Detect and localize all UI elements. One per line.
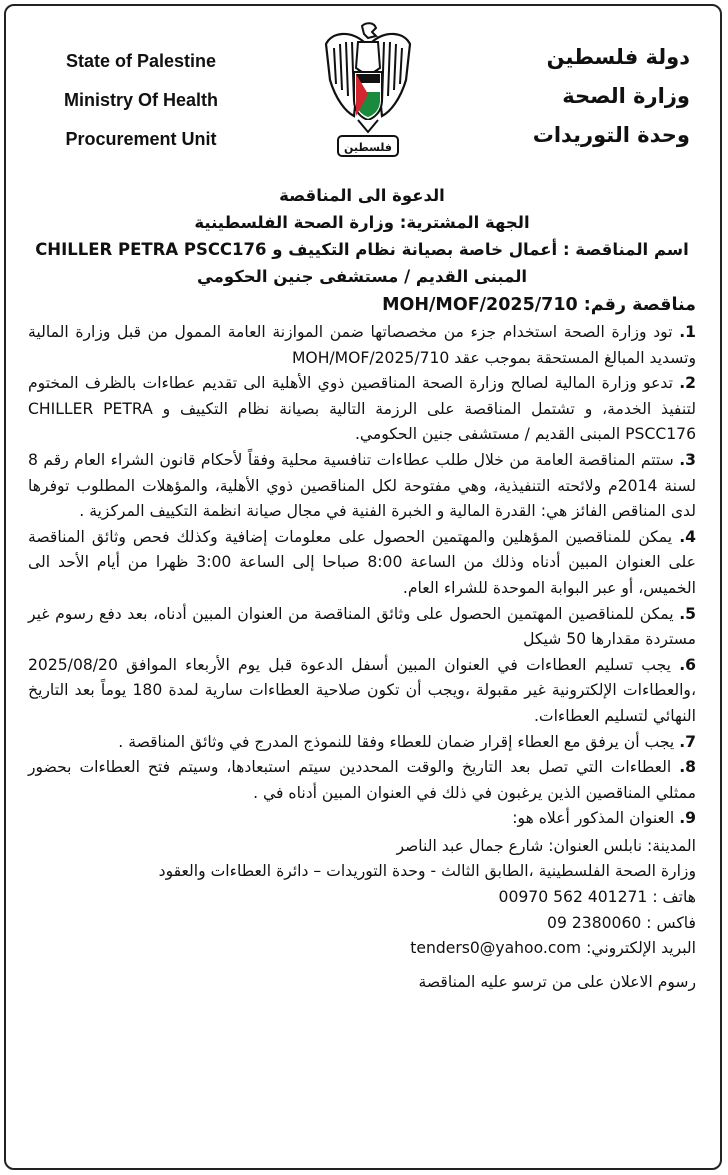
address-building-line: وزارة الصحة الفلسطينية ،الطابق الثالث - وحدة التوريدات – دائرة العطاءات والعقود: [158, 862, 696, 881]
phone-row: [28, 885, 696, 911]
list-item: [28, 755, 696, 806]
item-text: تود وزارة الصحة استخدام جزء من مخصصاتها ضمن الموازنة العامة الممول من قبل وزارة المالية وتسديد المبالغ المستحقة بموجب عقد MOH/MOF/2025/710: [28, 323, 696, 367]
arabic-header-line: وحدة التوريدات: [532, 123, 690, 147]
tender-number-row: [28, 290, 696, 320]
item-number: 3.: [679, 450, 696, 469]
arabic-header-line: دولة فلسطين: [546, 45, 690, 69]
arabic-header: [500, 38, 690, 155]
phone-label: هاتف :: [652, 888, 696, 907]
item-text: العنوان المذكور أعلاه هو:: [512, 809, 675, 828]
email-row: [28, 936, 696, 962]
item-text: يمكن للمناقصين المؤهلين والمهتمين الحصول على معلومات إضافية وكذلك فحص وثائق المناقصة على العنوان المبين أدناه وذلك من الساعة 8:00 صباحا إلى الساعة 3:00 ظهرا من أيام الأحد الى الخميس، أو عبر البوابة الموحدة للشراء العام.: [28, 527, 696, 597]
email-label: البريد الإلكتروني:: [586, 939, 696, 958]
item-number: 1.: [679, 323, 696, 341]
item-number: 5.: [679, 604, 696, 623]
email-address: tenders0@yahoo.com: [410, 939, 582, 958]
item-text: ستتم المناقصة العامة من خلال طلب عطاءات تنافسية محلية وفقاً لأحكام قانون الشراء العام رقم 8 لسنة 2014م ولائحته التنفيذية، وهي مفتوحة لكل المناقصين ذوي الأهلية، والمؤهلات المطلوب توفرها لدى المناقص الفائز هي: القدرة المالية و الخبرة الفنية في مجال صيانة انظمة التكييف المركزية .: [28, 450, 696, 521]
item-text: تدعو وزارة المالية لصالح وزارة الصحة المناقصين ذوي الأهلية الى تقديم عطاءات بالظرف المختوم لتنفيذ الخدمة، و تشتمل المناقصة على الرزمة التالية بصيانة نظام التكييف و CHILLER PETRA PSCC176 المبنى القديم / مستشفى جنين الحكومي.: [28, 374, 696, 444]
tender-number-label: مناقصة رقم:: [583, 295, 696, 315]
announcement-title: الدعوة الى المناقصة: [279, 186, 445, 205]
list-item: [28, 806, 696, 832]
list-item: [28, 320, 696, 371]
item-number: 6.: [679, 655, 696, 674]
english-header-line: State of Palestine: [65, 51, 217, 71]
buyer-line: الجهة المشترية: وزارة الصحة الفلسطينية: [194, 213, 530, 232]
footer-note: رسوم الاعلان على من ترسو عليه المناقصة: [418, 972, 696, 991]
english-header-line: Ministry Of Health: [63, 90, 219, 110]
arabic-header-line: وزارة الصحة: [562, 84, 690, 108]
address-city-line: المدينة: نابلس العنوان: شارع جمال عبد الناصر: [396, 836, 696, 855]
item-number: 7.: [679, 732, 696, 751]
list-item: [28, 730, 696, 756]
item-text: يجب أن يرفق مع العطاء إقرار ضمان للعطاء وفقا للنموذج المدرج في وثائق المناقصة .: [118, 732, 675, 751]
english-header-line: Procurement Unit: [65, 129, 217, 149]
announcement-body: [28, 182, 696, 995]
fax-row: [28, 911, 696, 937]
emblem-label: فلسطين: [344, 141, 392, 154]
item-text: يمكن للمناقصين المهتمين الحصول على وثائق المناقصة من العنوان المبين أدناه، بعد دفع رسوم غير مستردة مقدارها 50 شيكل: [28, 604, 696, 649]
list-item: [28, 602, 696, 653]
item-number: 9.: [679, 809, 696, 828]
english-header: [26, 42, 256, 159]
list-item: [28, 371, 696, 448]
announcement-frame: [4, 4, 722, 1170]
item-number: 2.: [679, 374, 696, 393]
fax-label: فاكس :: [646, 913, 696, 932]
list-item: [28, 653, 696, 730]
list-item: [28, 448, 696, 525]
palestine-eagle-emblem-icon: [320, 20, 416, 166]
phone-number: 00970 562 401271: [498, 888, 648, 907]
tender-number: MOH/MOF/2025/710: [382, 295, 578, 315]
item-number: 8.: [679, 758, 696, 777]
item-text: العطاءات التي تصل بعد التاريخ والوقت المحددين سيتم استبعادها، وسيتم فتح العطاءات بحضور ممثلي المناقصين الذين يرغبون في ذلك في العنوان المبين أدناه في .: [28, 758, 696, 802]
tender-name-line: اسم المناقصة : أعمال خاصة بصيانة نظام التكييف و CHILLER PETRA PSCC176: [35, 240, 689, 259]
tender-name-line: المبنى القديم / مستشفى جنين الحكومي: [196, 267, 528, 286]
item-number: 4.: [679, 527, 696, 546]
fax-number: 09 2380060: [547, 913, 642, 932]
item-text: يجب تسليم العطاءات في العنوان المبين أسفل الدعوة قبل يوم الأربعاء الموافق 2025/08/20 ،والعطاءات الإلكترونية غير مقبولة ،ويجب أن تكون صلاحية العطاءات سارية لمدة 180 يوماً بعد التاريخ النهائي لتسليم العطاءات.: [28, 655, 696, 725]
list-item: [28, 525, 696, 602]
